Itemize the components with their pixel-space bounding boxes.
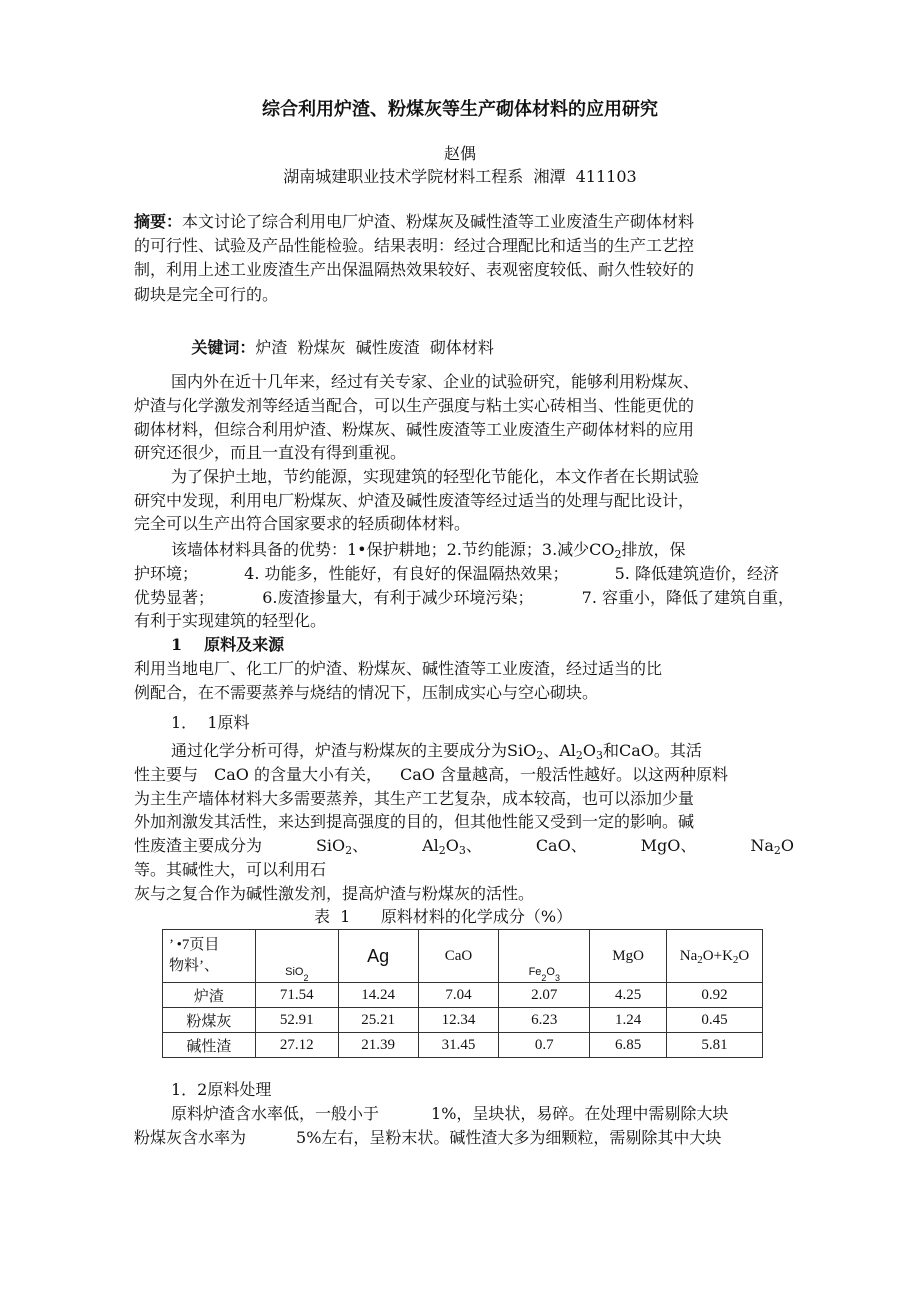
cell-value: 25.21	[338, 1008, 418, 1033]
section-title: 原料及来源	[204, 635, 285, 654]
col-header-na2o-k2o: $Na_2O+K_2O$	[667, 930, 763, 983]
body-line: 研究中发现，利用电厂粉煤灰、炉渣及碱性废渣等经过适当的处理与配比设计，	[134, 491, 695, 510]
text-run: 5. 降低建筑造价，经济	[614, 564, 779, 583]
body-line: 等。其碱性大，可以利用石	[134, 860, 327, 879]
abstract-text: 本文讨论了综合利用电厂炉渣、粉煤灰及碱性渣等工业废渣生产砌体材料	[182, 212, 695, 231]
cell-value: 0.45	[667, 1008, 763, 1033]
table-corner-cell	[163, 930, 256, 983]
cell-value: 31.45	[418, 1033, 499, 1058]
text-run: 1%，呈块状，易碎。在处理中需剔除大块	[431, 1104, 729, 1123]
abstract-label: 摘要：	[134, 212, 183, 231]
section-number: 1	[171, 635, 183, 654]
paper-title: 综合利用炉渣、粉煤灰等生产砌体材料的应用研究	[262, 99, 658, 120]
body-line	[171, 539, 686, 561]
cell-value: 7.04	[418, 983, 499, 1008]
body-line: 利用当地电厂、化工厂的炉渣、粉煤灰、碱性渣等工业废渣，经过适当的比	[134, 659, 663, 678]
text-run: O	[582, 741, 597, 760]
table-row	[163, 983, 763, 1008]
corner-label-line: ’ •7页目	[169, 937, 220, 953]
text-run: 原料炉渣含水率低，一般小于	[171, 1104, 380, 1123]
formula-na2o: $Na_2O$	[750, 836, 794, 857]
text-run: 、Al	[543, 741, 576, 760]
body-line	[134, 563, 779, 585]
cell-value: 4.25	[590, 983, 667, 1008]
author-name: 赵偶	[443, 144, 476, 163]
body-line	[171, 1103, 728, 1125]
text-run: 和CaO。其活	[603, 741, 702, 760]
table-caption: 表 1 原料材料的化学成分（%）	[314, 907, 573, 926]
body-line: 灰与之复合作为碱性激发剂，提高炉渣与粉煤灰的活性。	[134, 884, 535, 903]
body-line	[134, 835, 794, 857]
text-run: 7. 容重小，降低了建筑自重，	[581, 588, 794, 607]
chemical-composition-table	[162, 929, 763, 1058]
text-run: 优势显著；	[134, 588, 215, 607]
keywords-label: 关键词：	[191, 338, 256, 357]
author-affiliation: 湖南城建职业技术学院材料工程系 湘潭 411103	[283, 167, 637, 186]
formula-sio2: SiO$_2$、	[315, 836, 369, 857]
body-line	[171, 740, 702, 762]
body-line: 为了保护土地，节约能源，实现建筑的轻型化节能化，本文作者在长期试验	[171, 467, 700, 486]
cell-value: 12.34	[418, 1008, 499, 1033]
cell-value: 5.81	[667, 1033, 763, 1058]
cell-value: 0.7	[499, 1033, 590, 1058]
subsection-heading: 1．2原料处理	[171, 1080, 272, 1099]
formula-mgo: MgO、	[640, 836, 697, 855]
cell-value: 71.54	[255, 983, 338, 1008]
subscript: 2	[575, 749, 583, 762]
body-line: 外加剂激发其活性，来达到提高强度的目的，但其他性能又受到一定的影响。碱	[134, 812, 695, 831]
body-line: 有利于实现建筑的轻型化。	[134, 611, 327, 630]
text-run: 6.废渣掺量大，有利于减少环境污染；	[262, 588, 534, 607]
text-run: 性废渣主要成分为	[134, 836, 263, 855]
text-run: 粉煤灰含水率为	[134, 1128, 247, 1147]
cell-value: 6.85	[590, 1033, 667, 1058]
body-line: 砌体材料，但综合利用炉渣、粉煤灰、碱性废渣等工业废渣生产砌体材料的应用	[134, 420, 695, 439]
col-header-mgo: MgO	[590, 930, 667, 983]
subscript: 3	[596, 749, 604, 762]
keywords-text: 炉渣 粉煤灰 碱性废渣 砌体材料	[255, 338, 494, 357]
col-header-fe2o3: Fe2O3	[499, 930, 590, 983]
body-line	[134, 764, 728, 786]
body-line: 例配合，在不需要蒸养与烧结的情况下，压制成实心与空心砌块。	[134, 683, 599, 702]
row-material-name: 粉煤灰	[163, 1008, 256, 1033]
cell-value: 21.39	[338, 1033, 418, 1058]
text-run: 排放，保	[621, 540, 686, 559]
text-run: 性主要与	[134, 765, 199, 784]
cell-value: 1.24	[590, 1008, 667, 1033]
cell-value: 14.24	[338, 983, 418, 1008]
formula-cao: CaO、	[535, 836, 587, 855]
subscript: 2	[536, 749, 544, 762]
body-line: 国内外在近十几年来，经过有关专家、企业的试验研究，能够利用粉煤灰、	[171, 372, 700, 391]
abstract-line: 的可行性、试验及产品性能检验。结果表明：经过合理配比和适当的生产工艺控	[134, 236, 695, 255]
corner-label-line: 物料’、	[169, 958, 219, 974]
col-header-cao: CaO	[418, 930, 499, 983]
abstract-line: 制，利用上述工业废渣生产出保温隔热效果较好、表观密度较低、耐久性较好的	[134, 260, 695, 279]
table-row	[163, 1008, 763, 1033]
cell-value: 27.12	[255, 1033, 338, 1058]
abstract-line: 砌块是完全可行的。	[134, 285, 279, 304]
cell-value: 0.92	[667, 983, 763, 1008]
cell-value: 2.07	[499, 983, 590, 1008]
cell-value: 6.23	[499, 1008, 590, 1033]
text-run: 该墙体材料具备的优势：1•保护耕地；2.节约能源；3.减少CO	[171, 540, 615, 559]
subscript: 2	[614, 548, 622, 561]
col-header-ag: Ag	[338, 930, 418, 983]
table-row	[163, 1033, 763, 1058]
text-run: CaO 的含量大小有关，	[214, 765, 383, 784]
text-run: CaO 含量越高，一般活性越好。以这两种原料	[400, 765, 729, 784]
subsection-heading: 1． 1原料	[171, 713, 250, 732]
table-header-row	[163, 930, 763, 983]
col-header-sio2: SiO2	[255, 930, 338, 983]
body-line: 炉渣与化学激发剂等经适当配合，可以生产强度与粘土实心砖相当、性能更优的	[134, 396, 695, 415]
cell-value: 52.91	[255, 1008, 338, 1033]
body-line: 完全可以生产出符合国家要求的轻质砌体材料。	[134, 514, 471, 533]
body-line	[134, 1127, 721, 1149]
text-run: 通过化学分析可得，炉渣与粉煤灰的主要成分为SiO	[171, 741, 537, 760]
row-material-name: 炉渣	[163, 983, 256, 1008]
text-run: 5%左右，呈粉末状。碱性渣大多为细颗粒，需剔除其中大块	[296, 1128, 722, 1147]
body-line	[134, 587, 794, 609]
section-heading	[171, 634, 284, 656]
body-line: 研究还很少，而且一直没有得到重视。	[134, 443, 407, 462]
text-run: 护环境；	[134, 564, 199, 583]
text-run: 4. 功能多，性能好，有良好的保温隔热效果；	[244, 564, 569, 583]
abstract-line	[134, 211, 694, 233]
body-line: 为主生产墙体材料大多需要蒸养，其生产工艺复杂，成本较高，也可以添加少量	[134, 789, 695, 808]
row-material-name: 碱性渣	[163, 1033, 256, 1058]
formula-al2o3: $Al_2O_3$、	[422, 836, 482, 857]
